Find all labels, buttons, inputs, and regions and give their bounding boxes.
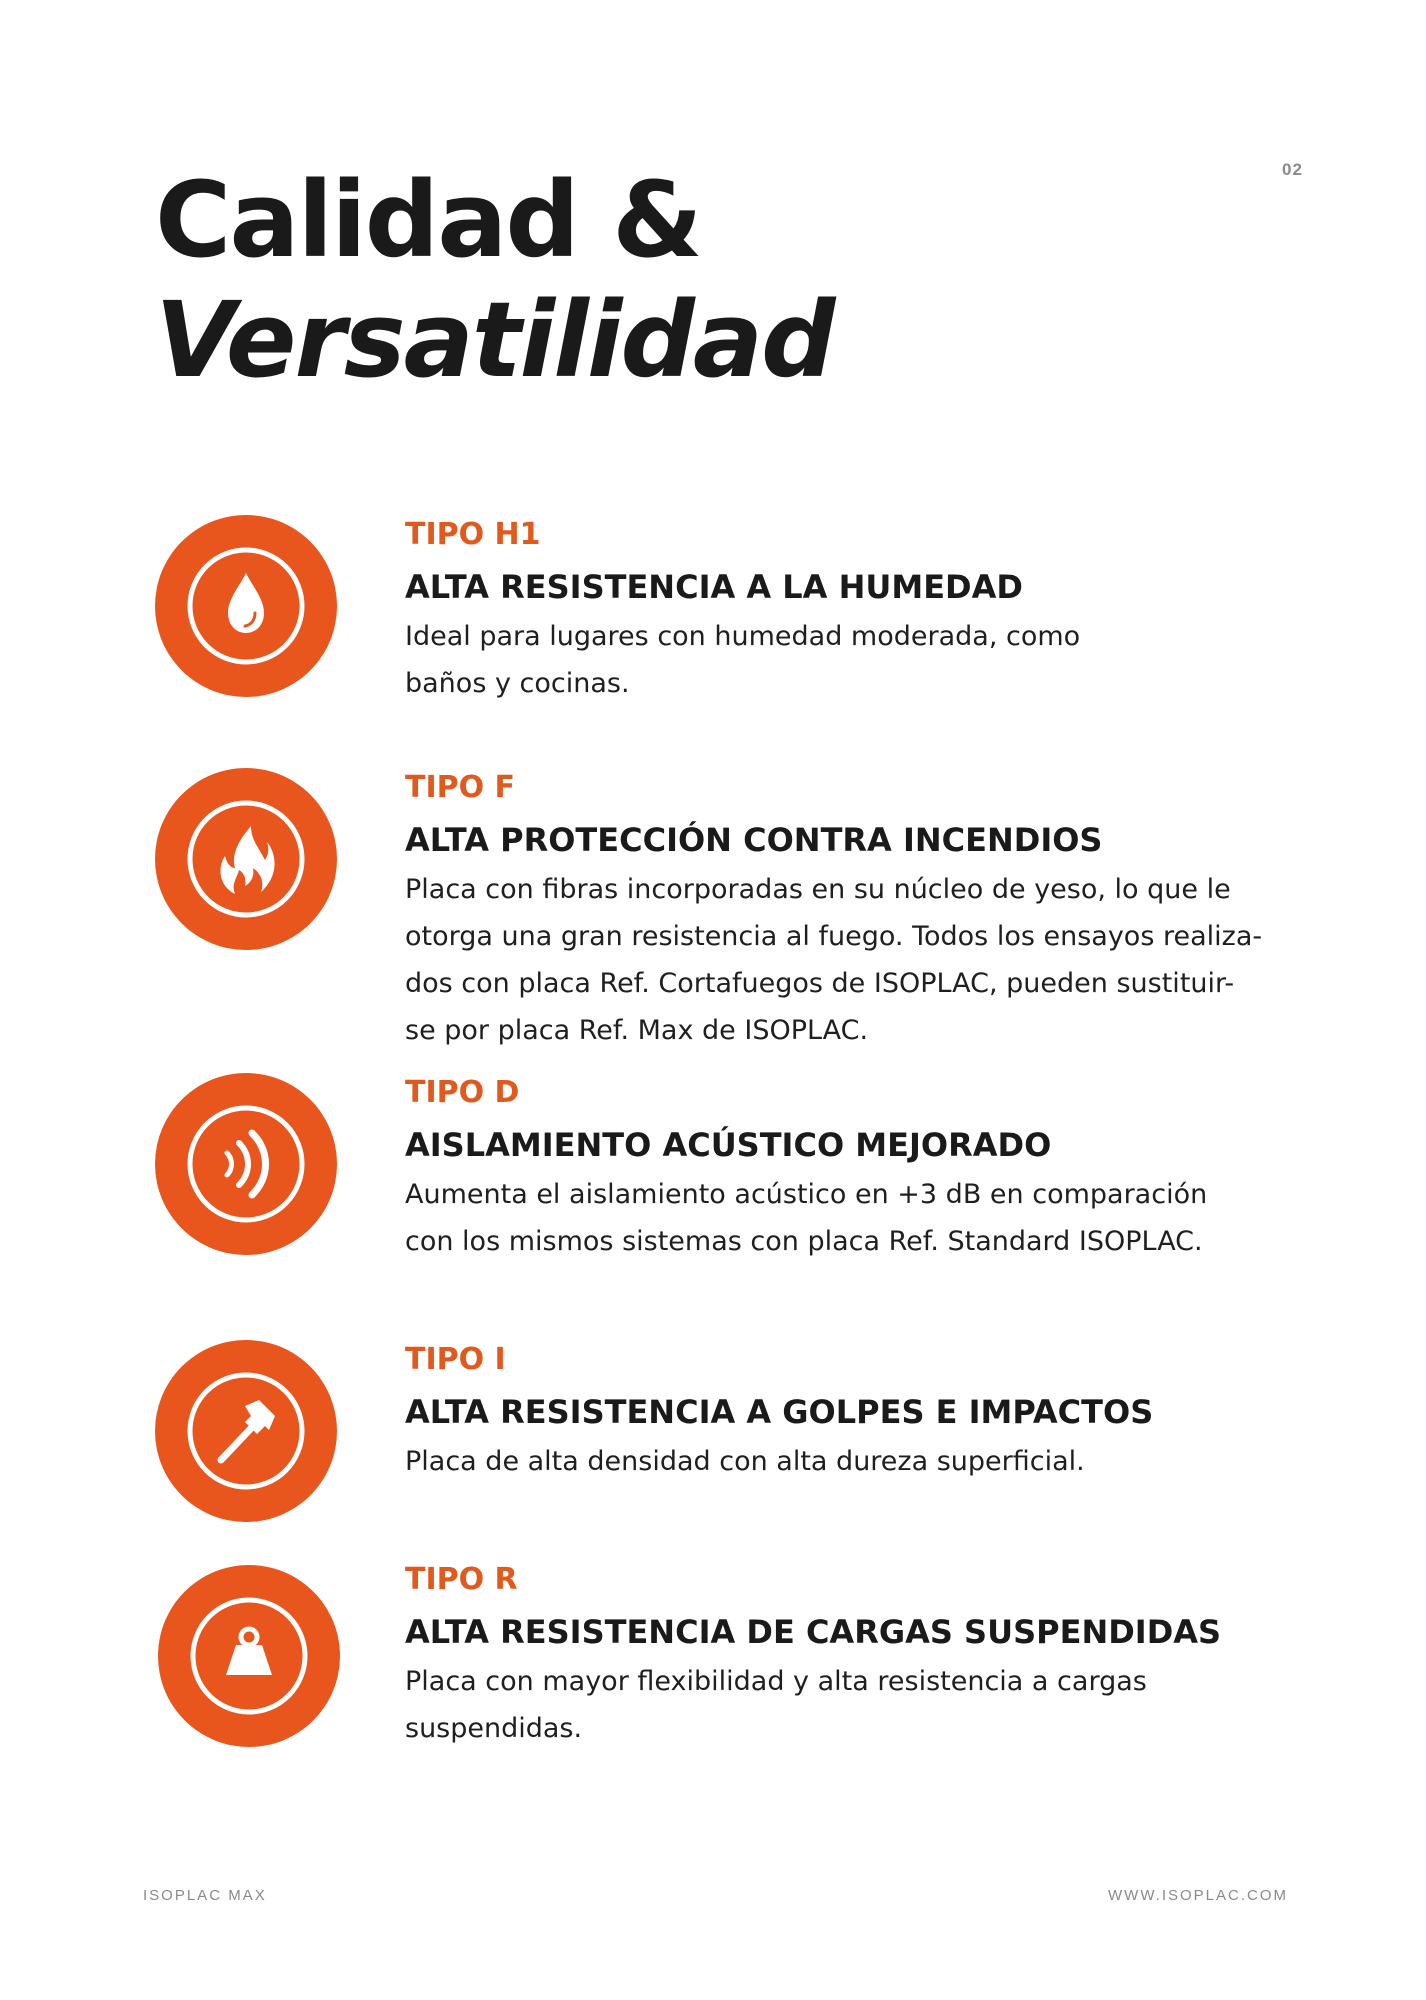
tipo-label: TIPO H1: [405, 517, 541, 552]
hammer-icon: [155, 1340, 337, 1522]
tipo-label: TIPO R: [405, 1562, 518, 1597]
sound-waves-icon: [155, 1073, 337, 1255]
page-number: 02: [1282, 160, 1303, 179]
feature-heading: ALTA RESISTENCIA A GOLPES E IMPACTOS: [405, 1393, 1154, 1431]
desc-line: otorga una gran resistencia al fuego. Todos los ensayos realiza-: [405, 921, 1263, 952]
page-title: [155, 160, 834, 400]
footer-website: WWW.ISOPLAC.COM: [1108, 1887, 1288, 1904]
tipo-label: TIPO F: [405, 770, 516, 805]
tipo-label: TIPO D: [405, 1075, 520, 1110]
desc-line: Ideal para lugares con humedad moderada, como: [405, 621, 1081, 652]
desc-line: Placa de alta densidad con alta dureza superficial.: [405, 1446, 1085, 1477]
desc-line: con los mismos sistemas con placa Ref. Standard ISOPLAC.: [405, 1226, 1203, 1257]
flame-icon: [155, 768, 337, 950]
title-line-2: Versatilidad: [155, 279, 834, 401]
weight-icon: [158, 1565, 340, 1747]
feature-description: [405, 1171, 1305, 1265]
desc-line: dos con placa Ref. Cortafuegos de ISOPLAC, pueden sustituir-: [405, 968, 1235, 999]
feature-description: [405, 1658, 1305, 1752]
water-drop-icon: [155, 515, 337, 697]
feature-heading: ALTA RESISTENCIA DE CARGAS SUSPENDIDAS: [405, 1613, 1222, 1651]
footer-brand: ISOPLAC MAX: [143, 1887, 267, 1904]
desc-line: Aumenta el aislamiento acústico en +3 dB en comparación: [405, 1179, 1208, 1210]
desc-line: se por placa Ref. Max de ISOPLAC.: [405, 1015, 869, 1046]
desc-line: baños y cocinas.: [405, 668, 630, 699]
feature-heading: ALTA RESISTENCIA A LA HUMEDAD: [405, 568, 1023, 606]
title-line-1: Calidad &: [155, 159, 701, 281]
feature-description: [405, 613, 1305, 707]
desc-line: Placa con mayor flexibilidad y alta resistencia a cargas: [405, 1666, 1147, 1697]
tipo-label: TIPO I: [405, 1342, 506, 1377]
desc-line: Placa con fibras incorporadas en su núcleo de yeso, lo que le: [405, 874, 1231, 905]
feature-heading: AISLAMIENTO ACÚSTICO MEJORADO: [405, 1126, 1052, 1164]
feature-description: [405, 866, 1305, 1054]
feature-description: [405, 1438, 1305, 1485]
feature-heading: ALTA PROTECCIÓN CONTRA INCENDIOS: [405, 821, 1103, 859]
desc-line: suspendidas.: [405, 1713, 583, 1744]
